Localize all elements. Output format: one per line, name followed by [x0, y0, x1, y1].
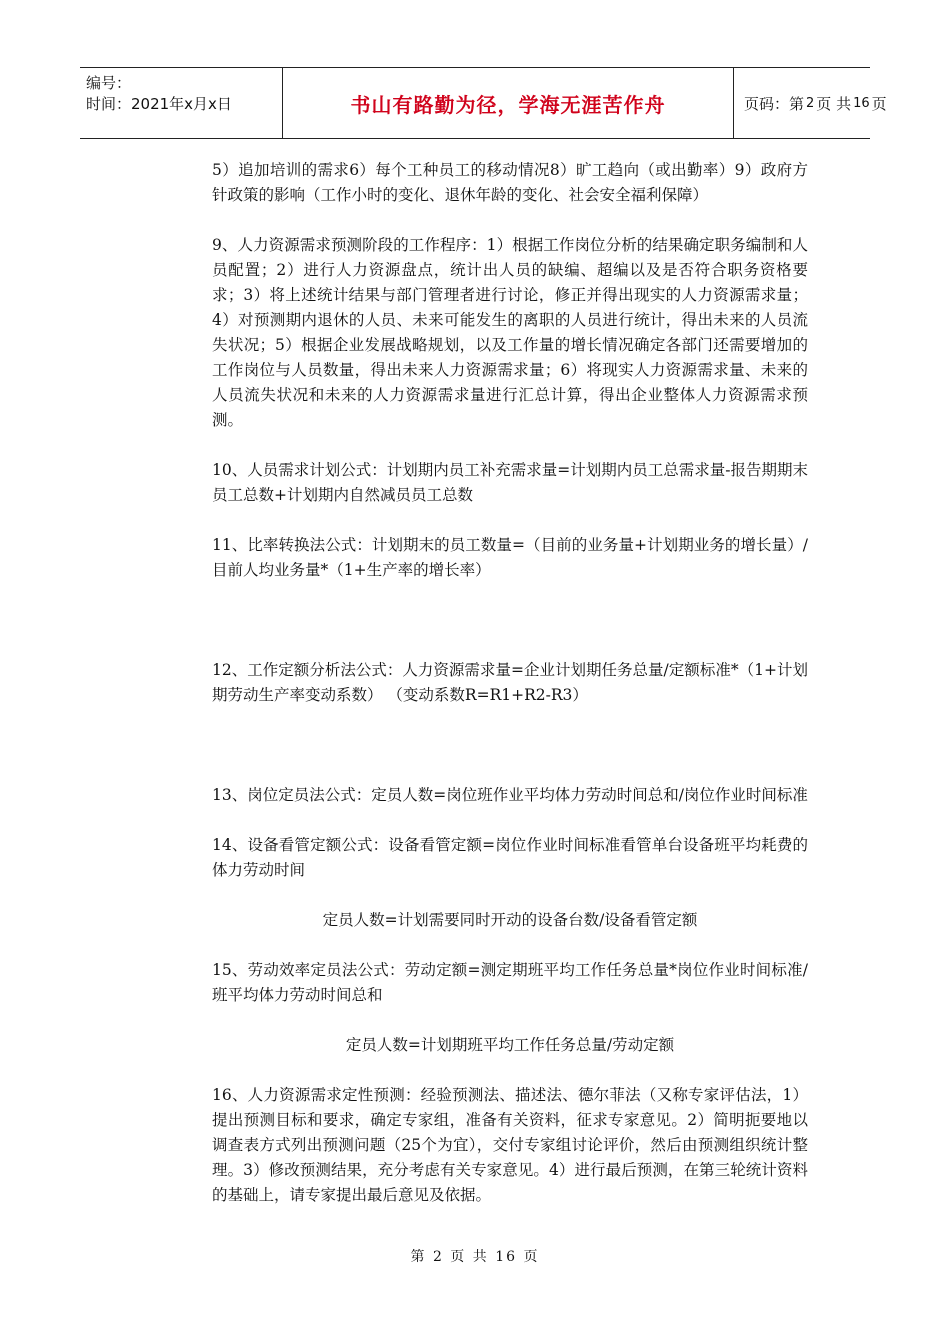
paragraph-11: 11、比率转换法公式：计划期末的员工数量=（目前的业务量+计划期业务的增长量）/目前人均业务量*（1+生产率的增长率）: [212, 536, 808, 579]
paragraph-13: 13、岗位定员法公式：定员人数=岗位班作业平均体力劳动时间总和/岗位作业时间标准: [212, 786, 808, 804]
paragraph-9: 9、人力资源需求预测阶段的工作程序：1）根据工作岗位分析的结果确定职务编制和人员配置；2）进行人力资源盘点，统计出人员的缺编、超编以及是否符合职务资格要求；3）将上述统计结果与部门管理者进行讨论，修正并得出现实的人力资源需求量；4）对预测期内退休的人员、未来可能发生的离职的人员进行统计，得出未来的人员流失状况；5）根据企业发展战略规划，以及工作量的增长情况确定各部门还需要增加的工作岗位与人员数量，得出未来人力资源需求量；6）将现实人力资源需求量、未来的人员流失状况和未来的人力资源需求量进行汇总计算，得出企业整体人力资源需求预测。: [212, 236, 808, 429]
page-prefix: 页码：第: [744, 94, 805, 113]
paragraph-15: 15、劳动效率定员法公式：劳动定额=测定期班平均工作任务总量*岗位作业时间标准/班平均体力劳动时间总和: [212, 961, 808, 1004]
header-page-number: [734, 68, 887, 138]
header-motto: 书山有路勤为径，学海无涯苦作舟: [282, 68, 734, 138]
document-body: [212, 158, 808, 1208]
page-mid: 页 共: [816, 94, 852, 113]
page-total: 16: [853, 95, 870, 111]
paragraph-12: 12、工作定额分析法公式：人力资源需求量=企业计划期任务总量/定额标准*（1+计划期劳动生产率变动系数） （变动系数R=R1+R2-R3）: [212, 661, 808, 704]
page-footer: 第 2 页 共 16 页: [410, 1249, 540, 1265]
header-meta: [80, 68, 282, 138]
paragraph-16: 16、人力资源需求定性预测：经验预测法、描述法、德尔菲法（又称专家评估法，1）提出预测目标和要求，确定专家组，准备有关资料，征求专家意见。2）简明扼要地以调查表方式列出预测问题（25个为宜），交付专家组讨论评价，然后由预测组织统计整理。3）修改预测结果，充分考虑有关专家意见。4）进行最后预测，在第三轮统计资料的基础上，请专家提出最后意见及依据。: [212, 1086, 808, 1204]
paragraph-14-formula: 定员人数=计划需要同时开动的设备台数/设备看管定额: [322, 911, 698, 929]
page-suffix: 页: [871, 94, 887, 113]
paragraph-14: 14、设备看管定额公式：设备看管定额=岗位作业时间标准看管单台设备班平均耗费的体力劳动时间: [212, 836, 808, 879]
paragraph-5-9: 5）追加培训的需求6）每个工种员工的移动情况8）旷工趋向（或出勤率）9）政府方针政策的影响（工作小时的变化、退休年龄的变化、社会安全福利保障）: [212, 161, 808, 204]
paragraph-10: 10、人员需求计划公式：计划期内员工补充需求量=计划期内员工总需求量-报告期期末员工总数+计划期内自然减员员工总数: [212, 461, 808, 504]
page-current: 2: [806, 95, 815, 111]
document-date: 时间：2021年x月x日: [86, 95, 232, 113]
paragraph-15-formula: 定员人数=计划期班平均工作任务总量/劳动定额: [345, 1036, 675, 1054]
document-code-label: 编号：: [86, 74, 132, 92]
page-header: [80, 67, 887, 139]
